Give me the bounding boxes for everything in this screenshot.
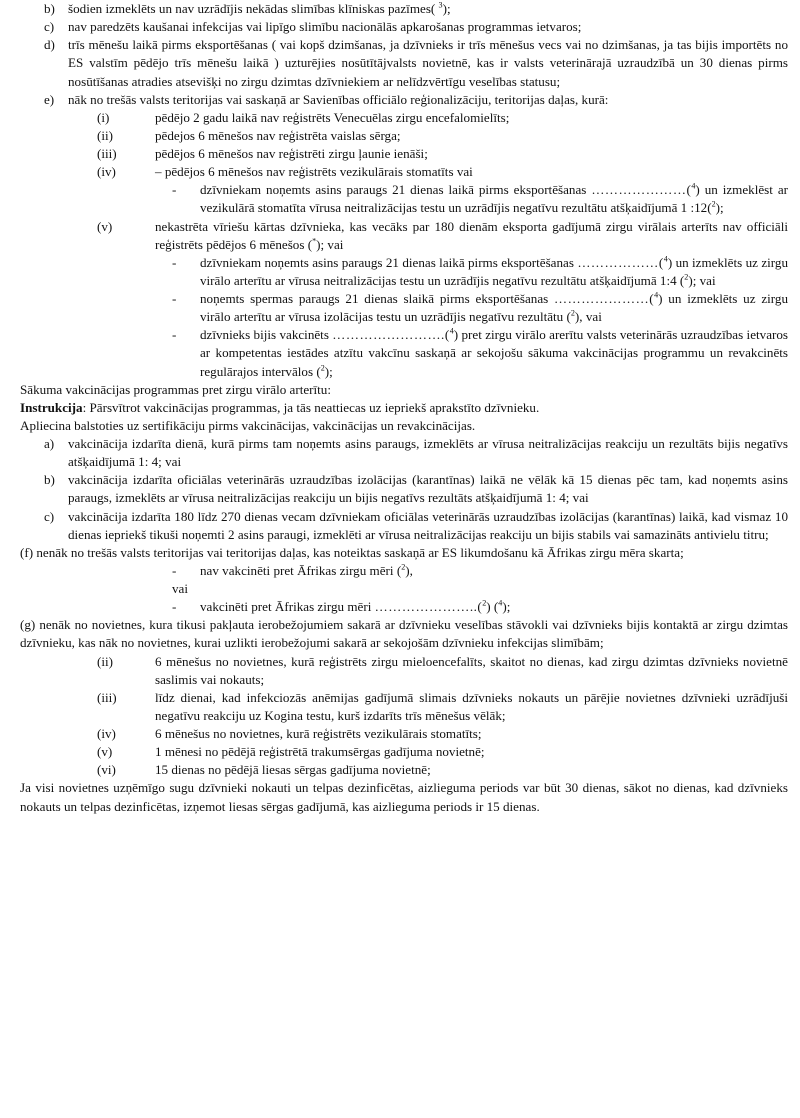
ahs-bullet-2 bbox=[0, 598, 800, 616]
roman-item-iii bbox=[0, 145, 800, 163]
g-roman-item-vi bbox=[0, 761, 800, 779]
roman-marker: (ii) bbox=[97, 653, 113, 669]
roman-marker: (i) bbox=[97, 109, 110, 125]
roman-marker: (iv) bbox=[97, 726, 116, 741]
dash-v2-part3: ), vai bbox=[574, 309, 602, 325]
roman-item-text: līdz dienai, kad infekciozās anēmijas gadījumā slimais dzīvnieks nokauts un pārējie novietnes dzīvnieki uzrādījuši negatīvu reakciju uz Kogina testu, kurš izdarīts trīs mēnešus vēlāk; bbox=[155, 689, 788, 723]
dash-marker: - bbox=[172, 291, 177, 306]
ahs-vai-connector: vai bbox=[172, 581, 188, 596]
footnote-ref-2: 2 bbox=[711, 200, 716, 210]
roman-item-text: – pēdējos 6 mēnešos nav reģistrēts vezikulārais stomatīts vai bbox=[155, 164, 473, 180]
dotted-fill: …………………( bbox=[591, 182, 692, 198]
list-marker: a) bbox=[44, 436, 55, 451]
g-roman-item-ii bbox=[0, 653, 800, 689]
roman-item-v bbox=[0, 218, 800, 254]
dash-marker: - bbox=[172, 599, 177, 615]
dash-v1-part2: ) un izmeklēts uz zirgu virālo arterītu ar vīrusa neitralizācijas testu un uzrādījis negatīvu rezultātu atšķaidījumā 1:4 ( bbox=[200, 254, 789, 288]
vax-item-b bbox=[0, 471, 800, 507]
footnote-ref-4: 4 bbox=[498, 598, 503, 608]
dotted-fill: …………………….( bbox=[332, 327, 450, 343]
roman-v-part2: ); vai bbox=[316, 236, 344, 252]
vax-item-a bbox=[0, 435, 800, 471]
roman-item-text: 6 mēnešus no novietnes, kurā reģistrēts zirgu mieloencefalīts, skaitot no dienas, kad zirgu dzimtas dzīvnieks novietnē saslimis vai nokauts; bbox=[155, 653, 788, 687]
list-item-text: nav paredzēts kaušanai infekcijas vai lipīgo slimību nacionālās apkarošanas programmas ietvaros; bbox=[68, 19, 582, 35]
vax-item-text: vakcinācija izdarīta dienā, kurā pirms tam noņemts asins paraugs, izmeklēts ar vīrusa neitralizācijas reakciju un rezultāts bijis negatīvs atšķaidījumā 1: 4; vai bbox=[68, 436, 788, 470]
vaccination-programme-heading: Sākuma vakcinācijas programmas pret zirgu virālo arterītu: bbox=[20, 381, 331, 397]
list-item-text: trīs mēnešu laikā pirms eksportēšanas ( vai kopš dzimšanas, ja dzīvnieks ir trīs mēnešus vecs vai no dzimšanas, ja tas bijis importēts no ES valstīm pēdējo trīs mēnešu laikā ) uzturējies nosūtītājvalsts novietnē, kas ir valsts veterinārajā uzraudzībā un 30 dienas pirms nosūtīšanas atradies atsevišķi no zirgu dzimtas dzīvniekiem ar nelīdzvērtīgu veselības statusu; bbox=[68, 37, 788, 89]
ahs2-part3: ); bbox=[502, 599, 511, 615]
g-roman-item-iv bbox=[0, 725, 800, 743]
dash-iv-part3: ); bbox=[715, 200, 724, 216]
item-b-text-after: ); bbox=[442, 1, 451, 16]
dash-marker: - bbox=[172, 562, 177, 578]
list-item-text: nāk no trešās valsts teritorijas vai saskaņā ar Savienības officiālo reģionalizāciju, teritorijas daļas, kurā: bbox=[68, 91, 609, 107]
dash-v1-part1: dzīvniekam noņemts asins paraugs 21 dienas laikā pirms eksportēšanas bbox=[200, 254, 578, 270]
dash-bullet-text bbox=[200, 255, 788, 288]
footnote-ref-4: 4 bbox=[663, 254, 668, 264]
ahs-bullet-1 bbox=[0, 562, 800, 580]
instruction-line bbox=[0, 399, 800, 417]
roman-item-iv bbox=[0, 163, 800, 181]
ahs1-part1: nav vakcinēti pret Āfrikas zirgu mēri ( bbox=[200, 562, 402, 578]
list-marker: b) bbox=[44, 472, 55, 488]
roman-item-text: 1 mēnesi no pēdējā reģistrētā trakumsērgas gadījuma novietnē; bbox=[155, 744, 485, 760]
dash-iv-part2: ) un izmeklēst ar vezikulārā stomatīta vīrusa neitralizācijas testu un uzrādījis negatīvu rezultātu atšķaidījumā 1 :12( bbox=[200, 182, 789, 216]
footnote-ref-4: 4 bbox=[449, 326, 454, 336]
closing-paragraph: Ja visi novietnes uzņēmīgo sugu dzīvnieki nokauti un telpas dezinficētas, aizlieguma periods var būt 30 dienas, sākot no dienas, kad dzīvnieks nokauts un telpas dezinficētas, izņemot liesas sērgas gadījumā, kas aizlieguma periods ir 15 dienas. bbox=[20, 780, 788, 814]
ahs-bullet-text bbox=[200, 563, 413, 578]
dash-v3-part3: ); bbox=[324, 363, 333, 379]
dash-bullet-iv-1 bbox=[0, 181, 800, 217]
list-marker: d) bbox=[44, 37, 55, 53]
dash-marker: - bbox=[172, 254, 177, 270]
footnote-ref-2: 2 bbox=[570, 308, 575, 318]
g-roman-item-v bbox=[0, 743, 800, 761]
dash-bullet-v-2 bbox=[0, 290, 800, 326]
roman-item-text: 6 mēnešus no novietnes, kurā reģistrēts vezikulārais stomatīts; bbox=[155, 726, 482, 741]
list-item-c bbox=[0, 18, 800, 36]
vax-item-text: vakcinācija izdarīta oficiālas veterinārās uzraudzības izolācijas (karantīnas) laikā ne vēlāk kā 15 dienas pēc tam, kad noņemts asins paraugs, izmeklēts ar vīrusa neitralizācijas reakciju un bijis negatīvs rezultāts atšķaidījumā 1: 4; vai bbox=[68, 472, 788, 506]
footnote-ref-2: 2 bbox=[401, 562, 406, 572]
roman-marker: (iv) bbox=[97, 164, 116, 180]
list-item-e bbox=[0, 91, 800, 109]
list-marker: e) bbox=[44, 91, 55, 107]
footnote-ref-2: 2 bbox=[482, 598, 487, 608]
roman-item-text: 15 dienas no pēdējā liesas sērgas gadījuma novietnē; bbox=[155, 762, 431, 778]
vax-item-text: vakcinācija izdarīta 180 līdz 270 dienas vecam dzīvniekam oficiālas veterinārās uzraudzības izolācijas (karantīnas) laikā, kad vismaz 10 dienas iepriekš tikuši noņemti 2 asins paraugi, izmeklēti ar vīrusa neitralizācijas reakciju un bijis stabils vai samazināts antivielu titru; bbox=[68, 508, 788, 542]
ahs-bullet-text bbox=[200, 599, 510, 614]
roman-marker: (iii) bbox=[97, 146, 117, 161]
roman-item-text: pēdejos 6 mēnešos nav reģistrēta vaislas sērga; bbox=[155, 127, 401, 143]
dash-bullet-text bbox=[200, 182, 788, 215]
dotted-fill: …………………( bbox=[554, 291, 655, 306]
dash-v2-part1: noņemts spermas paraugs 21 dienas slaikā pirms eksportēšanas bbox=[200, 291, 555, 306]
dotted-fill: ………………( bbox=[577, 254, 664, 270]
list-item-d bbox=[0, 36, 800, 90]
list-marker: c) bbox=[44, 508, 55, 524]
roman-marker: (ii) bbox=[97, 127, 113, 143]
list-marker: c) bbox=[44, 19, 55, 35]
roman-marker: (v) bbox=[97, 218, 113, 234]
dash-bullet-text bbox=[200, 327, 788, 378]
list-marker: b) bbox=[44, 1, 55, 16]
dash-iv-part1: dzīvniekam noņemts asins paraugs 21 dienas laikā pirms eksportēšanas bbox=[200, 182, 592, 198]
dash-marker: - bbox=[172, 327, 177, 343]
roman-marker: (vi) bbox=[97, 762, 116, 778]
list-item-b bbox=[0, 0, 800, 18]
footnote-ref-2: 2 bbox=[684, 272, 689, 282]
footnote-ref-4: 4 bbox=[691, 181, 696, 191]
dash-v1-part3: ); vai bbox=[688, 272, 716, 288]
dash-bullet-text bbox=[200, 291, 788, 324]
footnote-ref-4: 4 bbox=[654, 290, 659, 300]
dash-bullet-v-1 bbox=[0, 254, 800, 290]
footnote-ref-asterisk: * bbox=[312, 236, 317, 246]
list-item-text bbox=[68, 1, 451, 16]
attestation-line: Apliecina balstoties uz sertifikāciju pirms vakcinācijas, vakcinācijas un revakcinācijas. bbox=[20, 417, 476, 433]
g-roman-item-iii bbox=[0, 689, 800, 725]
roman-item-ii bbox=[0, 127, 800, 145]
roman-item-text: pēdējos 6 mēnešos nav reģistrēti zirgu ļaunie ienāši; bbox=[155, 146, 428, 161]
dash-v3-part1: dzīvnieks bijis vakcinēts bbox=[200, 327, 333, 343]
ahs1-part2: ), bbox=[405, 562, 413, 578]
item-g-paragraph: (g) nenāk no novietnes, kura tikusi pakļauta ierobežojumiem sakarā ar dzīvnieku veselības stāvokli vai dzīvnieks bijis kontaktā ar zirgu dzimtas dzīvnieku, kas nāk no novietnes, kurai uzlikti ierobežojumi sakarā ar sekojošām dzīvnieku infekcijas slimībām; bbox=[20, 617, 788, 651]
ahs2-part1: vakcinēti pret Āfrikas zirgu mēri bbox=[200, 599, 375, 615]
dash-v2-part2: ) un izmeklēts uz zirgu virālo arterītu ar vīrusa izolācijas testu un uzrādījis negatīvu rezultātu ( bbox=[200, 291, 788, 325]
instruction-label: Instrukcija bbox=[20, 399, 83, 415]
ahs2-part2: ) ( bbox=[486, 599, 499, 615]
instruction-text: : Pārsvītrot vakcinācijas programmas, ja tās neattiecas uz iepriekš aprakstīto dzīvnieku. bbox=[82, 399, 540, 415]
roman-item-i bbox=[0, 109, 800, 127]
vax-item-c bbox=[0, 508, 800, 544]
roman-marker: (iii) bbox=[97, 689, 117, 705]
dash-v3-part2: ) pret zirgu virālo arerītu valsts veterinārās uzraudzības ietvaros ar kompetentas iestādes atzītu vakcīnu saskaņā ar sekojošu sākuma vakcinācijas programmu un revakcinēts regulārajos intervālos ( bbox=[200, 327, 789, 379]
roman-v-part1: nekastrēta vīriešu kārtas dzīvnieka, kas vecāks par 180 dienām eksporta gadījumā zirgu virālais arterīts nav officiāli reģistrēts pēdējos 6 mēnešos ( bbox=[155, 218, 788, 252]
dotted-fill: …………………..( bbox=[374, 599, 483, 615]
roman-marker: (v) bbox=[97, 744, 113, 760]
footnote-ref-3: 3 bbox=[438, 0, 443, 10]
roman-item-text: pēdējo 2 gadu laikā nav reģistrēts Venecuēlas zirgu encefalomielīts; bbox=[155, 109, 510, 125]
footnote-ref-2: 2 bbox=[320, 363, 325, 373]
dash-bullet-v-3 bbox=[0, 326, 800, 380]
item-f-paragraph: (f) nenāk no trešās valsts teritorijas vai teritorijas daļas, kas noteiktas saskaņā ar ES likumdošanu kā Āfrikas zirgu mēra skarta; bbox=[20, 544, 684, 560]
dash-marker: - bbox=[172, 182, 177, 198]
item-b-text-before: šodien izmeklēts un nav uzrādījis nekādas slimības klīniskas pazīmes( bbox=[68, 1, 439, 16]
roman-item-text bbox=[155, 219, 788, 252]
